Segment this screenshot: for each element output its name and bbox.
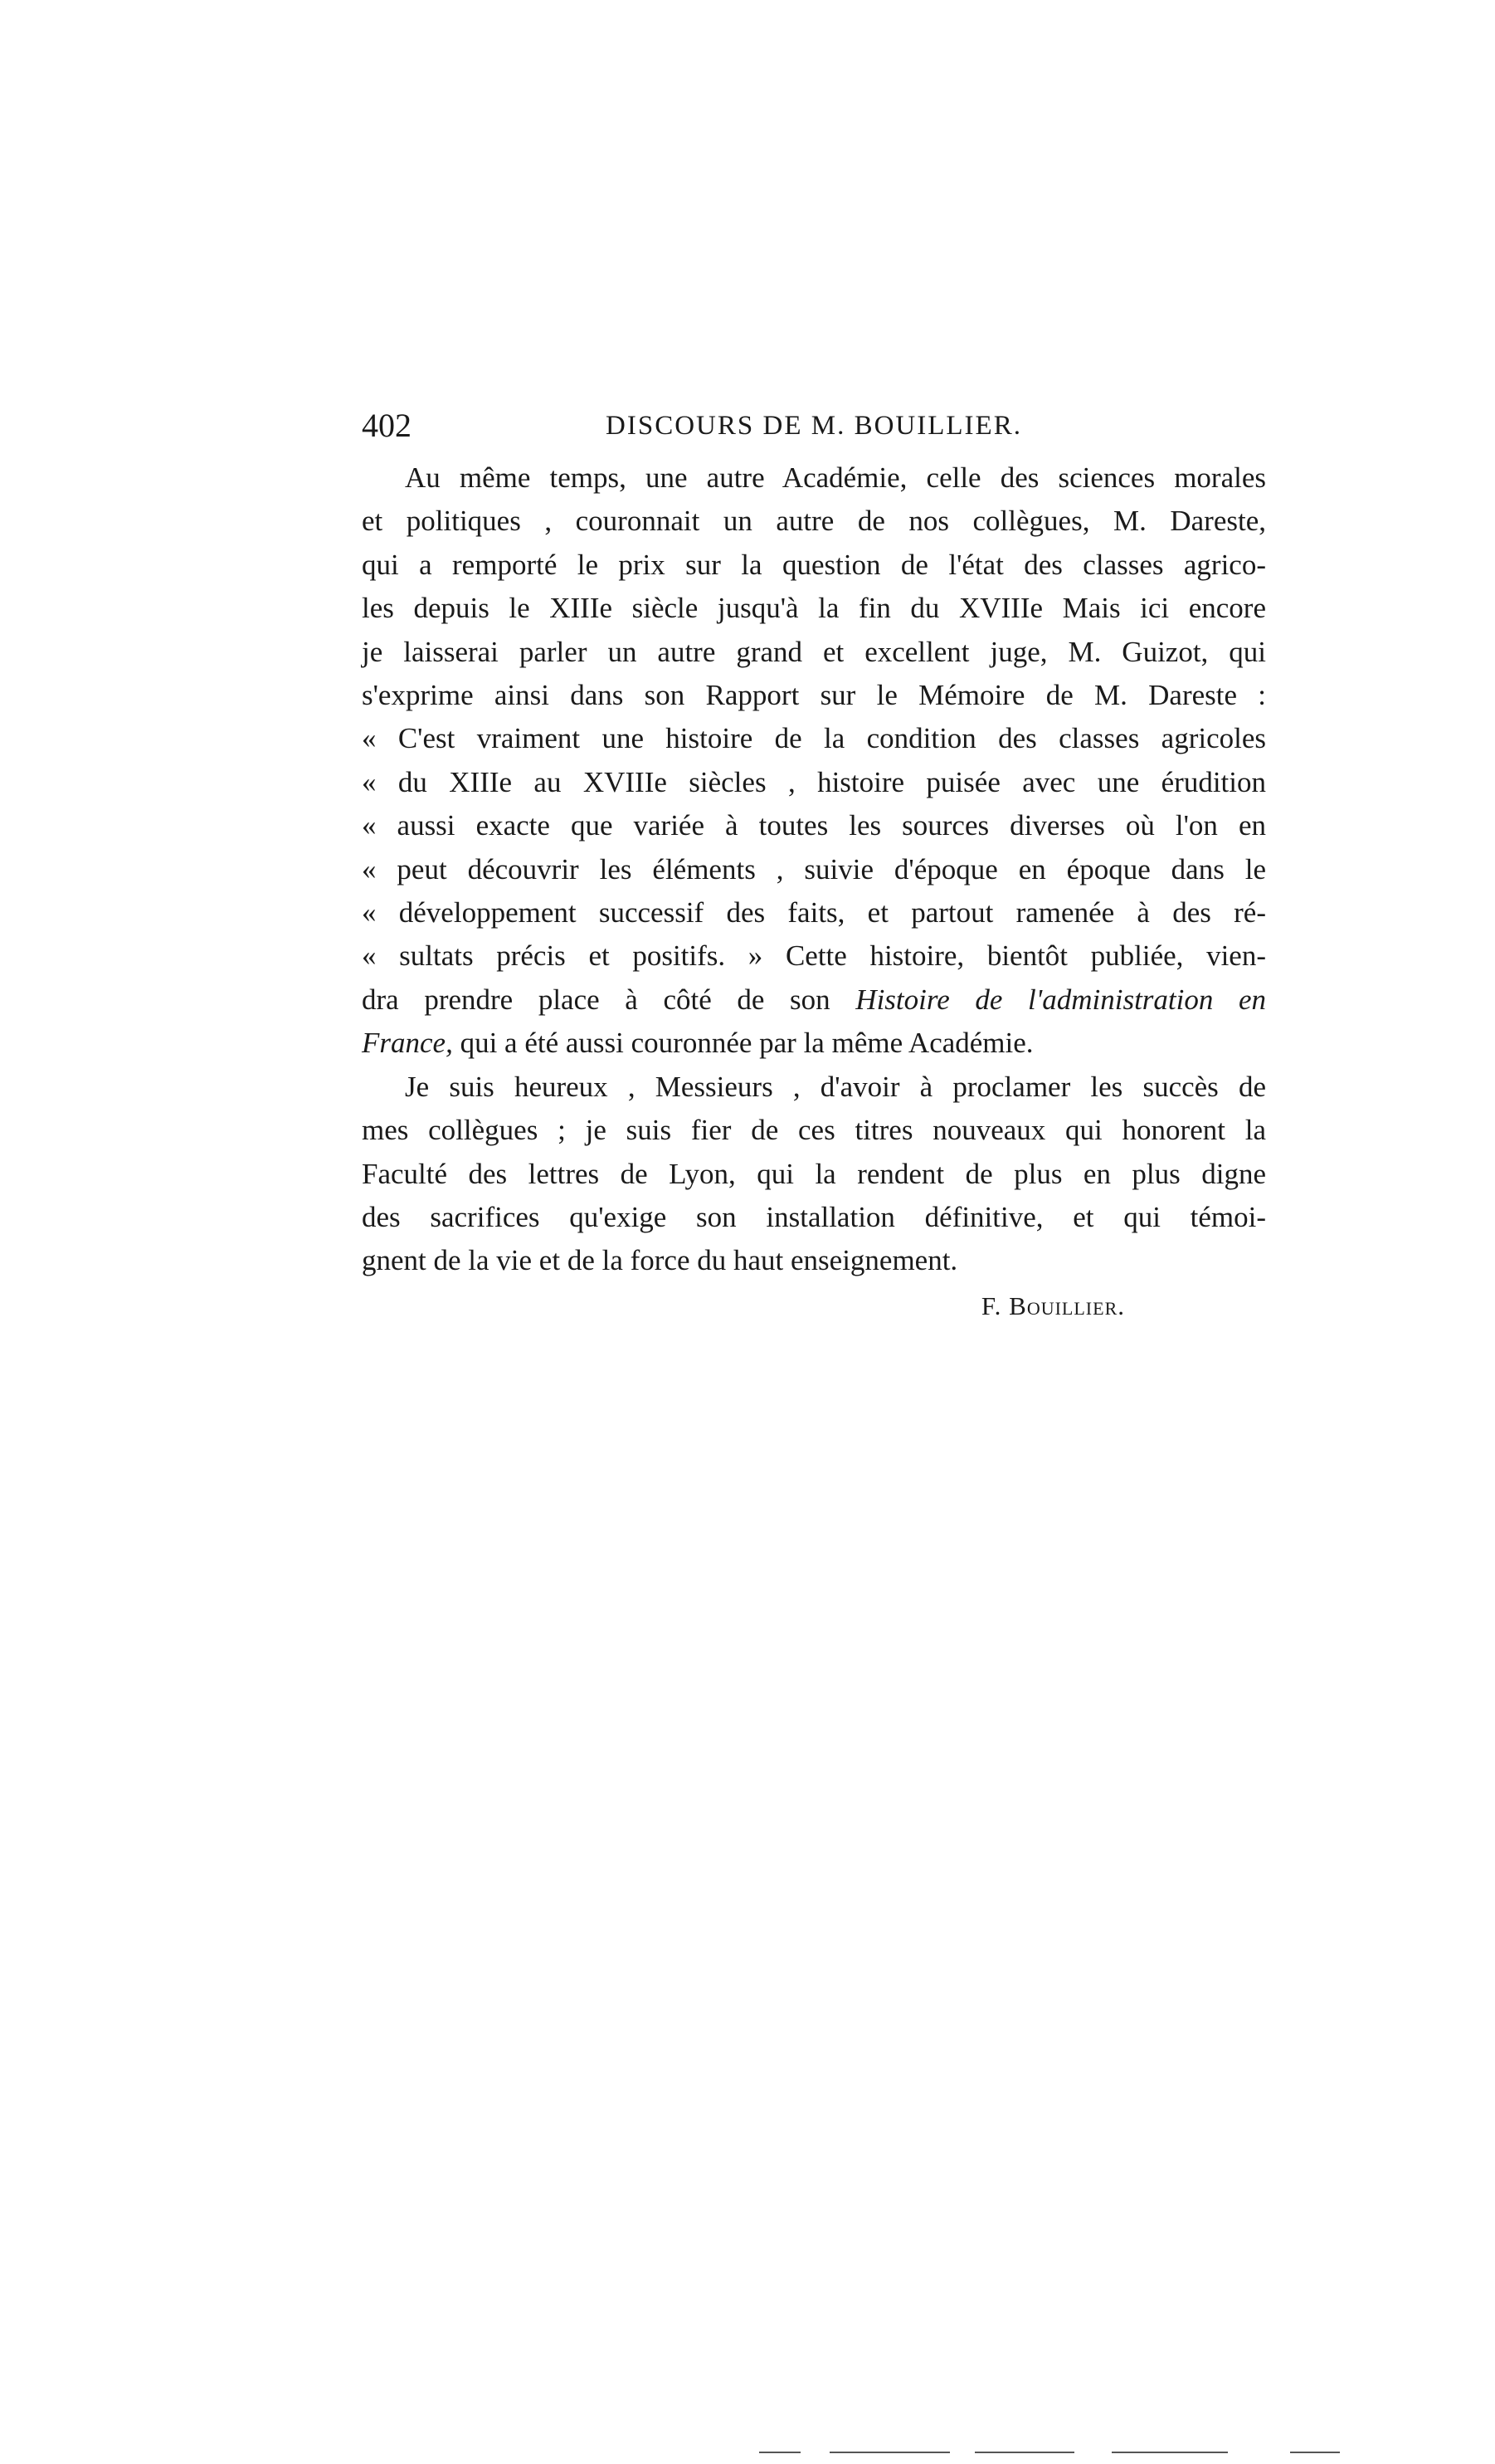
print-rule bbox=[1290, 2452, 1340, 2453]
text-line: les depuis le XIIIe siècle jusqu'à la fin du XVIIIe Mais ici encore bbox=[362, 592, 1266, 625]
text-segment: qui a été aussi couronnée par la même Académie. bbox=[460, 1027, 1034, 1060]
page-header bbox=[362, 405, 1266, 446]
running-title: DISCOURS DE M. BOUILLIER. bbox=[606, 411, 1022, 441]
text-line: « du XIIIe au XVIIIe siècles , histoire puisée avec une érudition bbox=[362, 765, 1266, 798]
print-rule bbox=[759, 2452, 801, 2453]
text-line: gnent de la vie et de la force du haut enseignement. bbox=[362, 1244, 958, 1277]
text-line: « aussi exacte que variée à toutes les sources diverses où l'on en bbox=[362, 809, 1266, 842]
text-line: qui a remporté le prix sur la question de l'état des classes agrico- bbox=[362, 548, 1266, 581]
book-title: Histoire de l'administration en bbox=[855, 983, 1267, 1016]
text-line: et politiques , couronnait un autre de nos collègues, M. Dareste, bbox=[362, 505, 1266, 538]
text-line: « C'est vraiment une histoire de la condition des classes agricoles bbox=[362, 722, 1266, 755]
book-title-continued: France, bbox=[362, 1027, 453, 1060]
text-line: Faculté des lettres de Lyon, qui la rendent de plus en plus digne bbox=[362, 1157, 1266, 1190]
paragraph-1 bbox=[362, 456, 1266, 1066]
text-line: Je suis heureux , Messieurs , d'avoir à proclamer les succès de bbox=[405, 1070, 1266, 1103]
text-line: « développement successif des faits, et partout ramenée à des ré- bbox=[362, 896, 1266, 929]
print-rule bbox=[1112, 2452, 1228, 2453]
text-line: s'exprime ainsi dans son Rapport sur le Mémoire de M. Dareste : bbox=[362, 679, 1266, 712]
text-line: des sacrifices qu'exige son installation définitive, et qui témoi- bbox=[362, 1200, 1266, 1233]
signature: F. Bouillier. bbox=[981, 1291, 1125, 1320]
page-number: 402 bbox=[362, 407, 411, 444]
text-line: je laisserai parler un autre grand et excellent juge, M. Guizot, qui bbox=[362, 635, 1266, 668]
paragraph-2 bbox=[362, 1066, 1266, 1283]
text-line bbox=[362, 1022, 1266, 1065]
body-text bbox=[362, 456, 1266, 1328]
print-rule bbox=[830, 2452, 950, 2453]
print-rule bbox=[975, 2452, 1074, 2453]
text-line: « peut découvrir les éléments , suivie d'époque en époque dans le bbox=[362, 852, 1266, 886]
text-line: « sultats précis et positifs. » Cette histoire, bientôt publiée, vien- bbox=[362, 939, 1266, 973]
text-line: Au même temps, une autre Académie, celle des sciences morales bbox=[405, 461, 1266, 494]
text-line: mes collègues ; je suis fier de ces titres nouveaux qui honorent la bbox=[362, 1114, 1266, 1147]
text-line bbox=[362, 978, 1266, 1022]
text-segment: dra prendre place à côté de son bbox=[362, 983, 830, 1016]
